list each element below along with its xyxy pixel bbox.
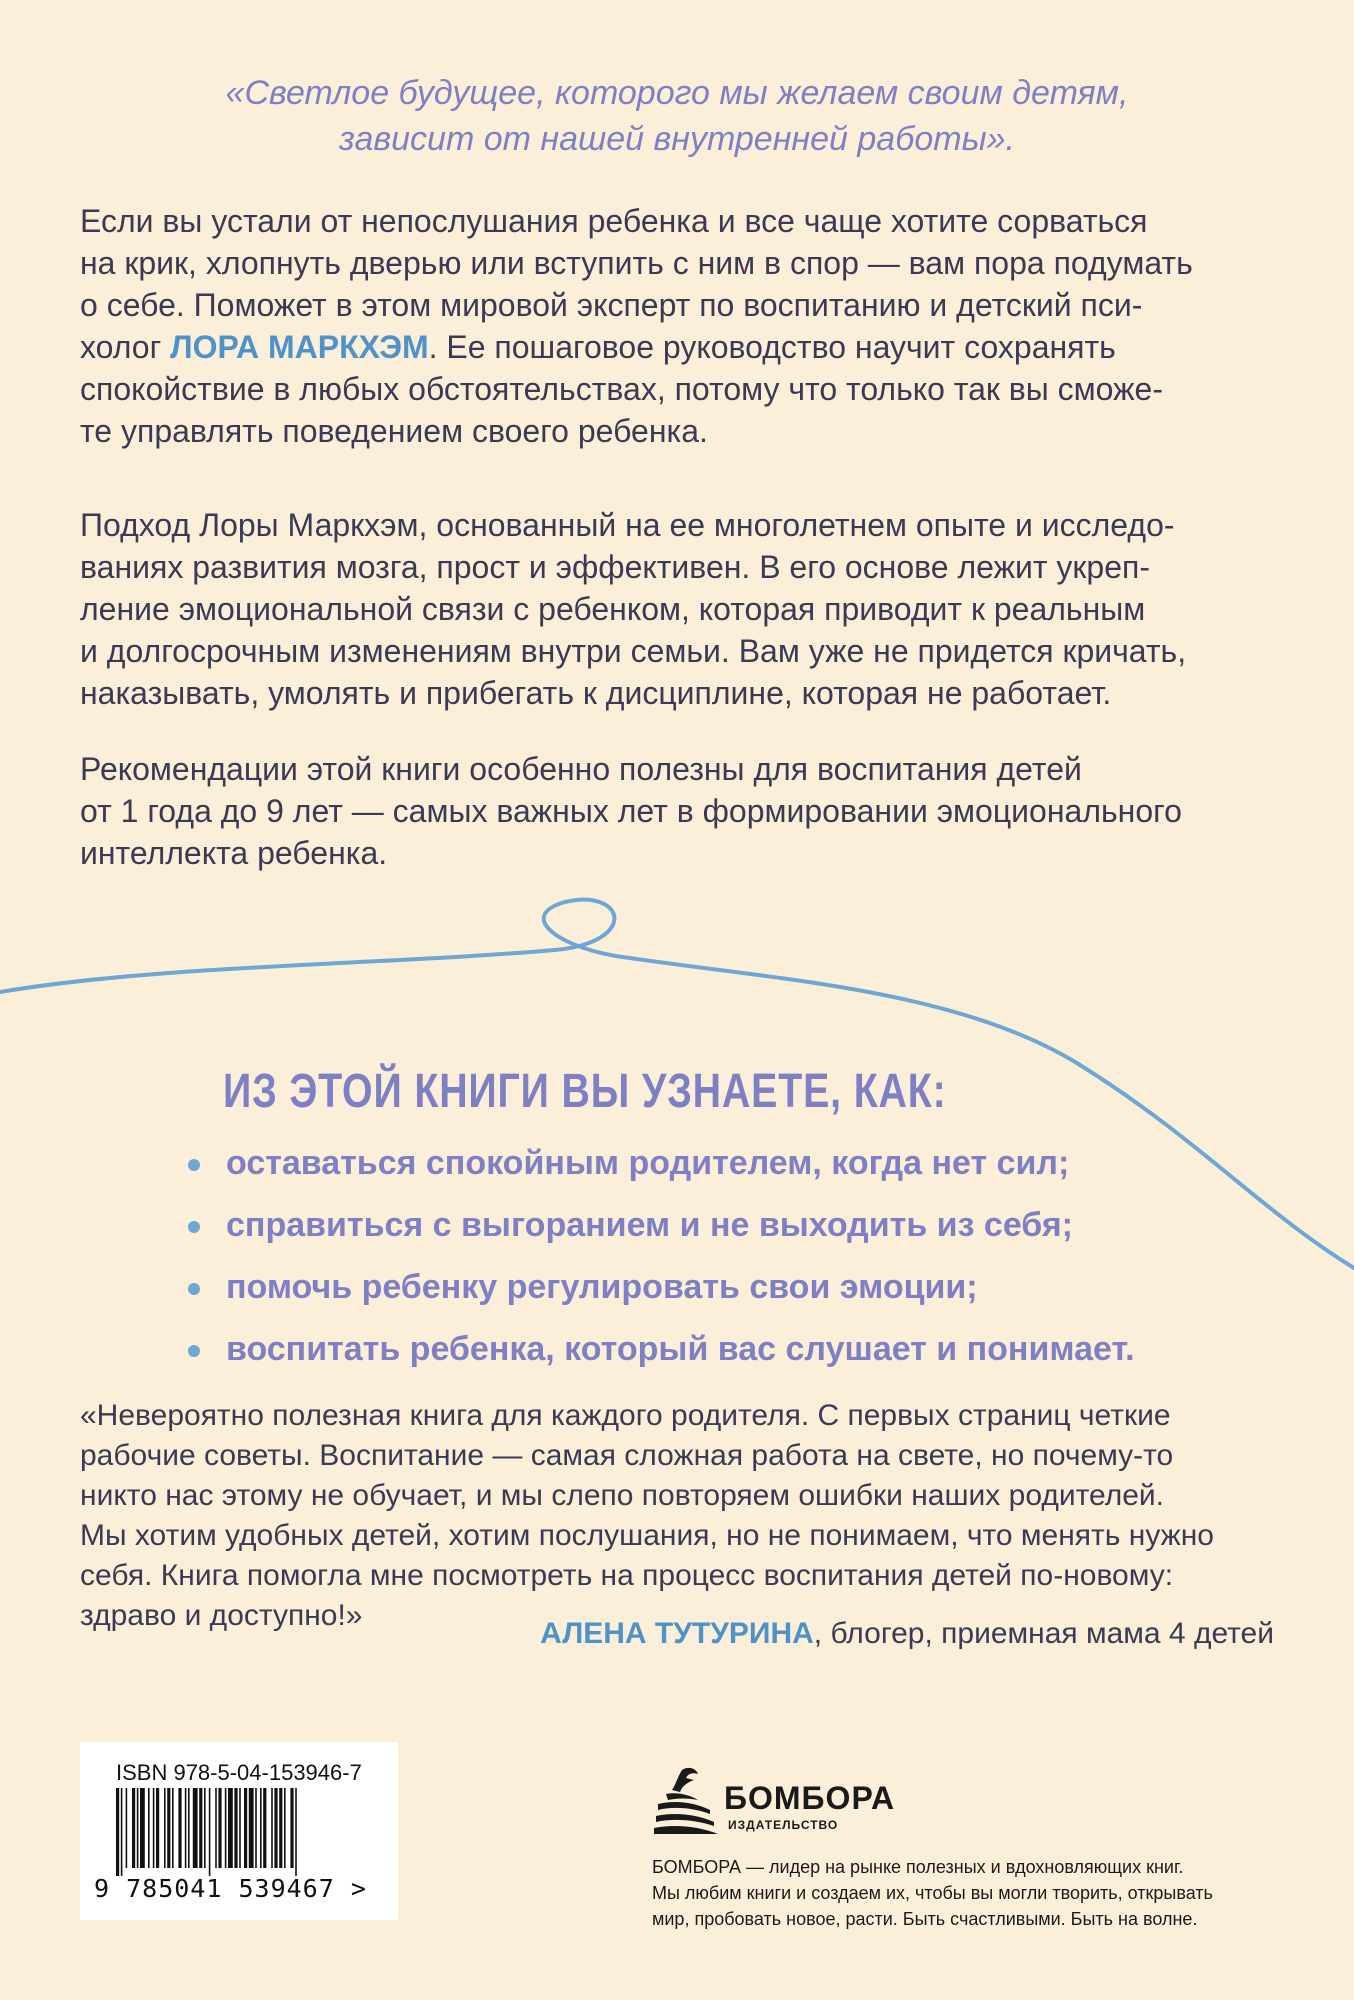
barcode-bar	[263, 1788, 266, 1868]
barcode-bar	[193, 1788, 198, 1868]
barcode-bar	[126, 1788, 128, 1868]
description-paragraph-3	[80, 748, 1274, 874]
publisher-description	[652, 1854, 1292, 1932]
barcode-bar	[295, 1788, 297, 1876]
barcode-bar	[218, 1788, 221, 1868]
publisher-logo-icon	[652, 1764, 722, 1836]
text-line: ление эмоциональной связи с ребенком, которая приводит к реальным	[80, 591, 1146, 627]
barcode-bar	[228, 1788, 233, 1868]
barcode-bar	[284, 1788, 286, 1868]
text-line: мир, пробовать новое, расти. Быть счастливыми. Быть на волне.	[652, 1909, 1198, 1929]
barcode-bar	[137, 1788, 139, 1868]
text-line: себя. Книга помогла мне посмотреть на процесс воспитания детей по-новому:	[80, 1559, 1174, 1592]
barcode-bar	[290, 1788, 293, 1868]
barcode-bar	[279, 1788, 282, 1868]
bullet-icon	[188, 1283, 200, 1295]
reviewer-description: , блогер, приемная мама 4 детей	[813, 1617, 1274, 1650]
text-line: и долгосрочным изменениям внутри семьи. Вам уже не придется кричать,	[80, 633, 1187, 669]
learn-list	[186, 1142, 1135, 1390]
barcode-bar	[225, 1788, 227, 1868]
text-line: на крик, хлопнуть дверью или вступить с ним в спор — вам пора подумать	[80, 245, 1193, 281]
barcode-bar	[199, 1788, 202, 1868]
text-fragment: холог	[80, 329, 171, 365]
isbn-barcode	[80, 1742, 398, 1920]
barcode-bar	[185, 1788, 187, 1868]
review-quote	[80, 1396, 1274, 1636]
list-item	[186, 1328, 1135, 1370]
text-line: от 1 года до 9 лет — самых важных лет в формировании эмоционального	[80, 793, 1182, 829]
text-line: ваниях развития мозга, прост и эффективен. В его основе лежит укреп-	[80, 549, 1150, 585]
text-line: Подход Лоры Маркхэм, основанный на ее многолетнем опыте и исследо-	[80, 507, 1175, 543]
list-item-text: воспитать ребенка, который вас слушает и понимает.	[226, 1330, 1135, 1368]
text-line: здраво и доступно!»	[80, 1599, 363, 1632]
barcode-bar	[156, 1788, 159, 1868]
list-item	[186, 1266, 1135, 1308]
barcode-bar	[140, 1788, 145, 1868]
text-line: БОМБОРА — лидер на рынке полезных и вдохновляющих книг.	[652, 1857, 1184, 1877]
review-signature	[540, 1614, 1274, 1654]
learn-section-title: ИЗ ЭТОЙ КНИГИ ВЫ УЗНАЕТЕ, КАК:	[223, 1065, 947, 1118]
barcode-bar	[249, 1788, 254, 1868]
barcode-bar	[132, 1788, 135, 1868]
text-fragment: . Ее пошаговое руководство научит сохранять	[428, 329, 1116, 365]
text-line: о себе. Поможет в этом мировой эксперт по воспитанию и детский пси-	[80, 287, 1143, 323]
barcode-bar	[204, 1788, 206, 1868]
barcode-bar	[271, 1788, 273, 1868]
list-item-text: справиться с выгоранием и не выходить из себя;	[226, 1206, 1073, 1244]
barcode-bar	[260, 1788, 262, 1868]
text-line: никто нас этому не обучает, и мы слепо повторяем ошибки наших родителей.	[80, 1479, 1164, 1512]
author-name-highlight: ЛОРА МАРКХЭМ	[170, 329, 429, 365]
barcode-bar	[239, 1788, 241, 1868]
barcode-bar	[148, 1788, 150, 1868]
barcode-bar	[244, 1788, 247, 1868]
barcode-bar	[274, 1788, 277, 1868]
text-line: Рекомендации этой книги особенно полезны для воспитания детей	[80, 751, 1082, 787]
isbn-number: ISBN 978-5-04-153946-7	[116, 1760, 362, 1785]
description-paragraph-1	[80, 200, 1274, 452]
barcode-bar	[209, 1788, 211, 1876]
publisher-name: БОМБОРА	[724, 1780, 896, 1816]
text-line: те управлять поведением своего ребенка.	[80, 413, 708, 449]
text-line: наказывать, умолять и прибегать к дисциплине, которая не работает.	[80, 675, 1112, 711]
list-item-text: помочь ребенку регулировать свои эмоции;	[226, 1268, 978, 1306]
barcode-bar	[188, 1788, 190, 1868]
list-item-text: оставаться спокойным родителем, когда нет сил;	[226, 1144, 1070, 1182]
text-line: Мы любим книги и создаем их, чтобы вы могли творить, открывать	[652, 1883, 1213, 1903]
barcode-bar	[178, 1788, 181, 1868]
description-paragraph-2	[80, 504, 1274, 714]
publisher-subtitle: ИЗДАТЕЛЬСТВО	[728, 1818, 839, 1832]
reviewer-name: АЛЕНА ТУТУРИНА	[540, 1617, 814, 1650]
text-line: спокойствие в любых обстоятельствах, потому что только так вы сможе-	[80, 371, 1163, 407]
epigraph-line: «Светлое будущее, которого мы желаем своим детям,	[225, 74, 1129, 112]
text-line: рабочие советы. Воспитание — самая сложная работа на свете, но почему-то	[80, 1439, 1174, 1472]
barcode-bar	[234, 1788, 237, 1868]
barcode-bar	[172, 1788, 174, 1868]
text-line: Если вы устали от непослушания ребенка и все чаще хотите сорваться	[80, 203, 1148, 239]
bullet-icon	[188, 1345, 200, 1357]
text-line	[80, 326, 1274, 368]
list-item	[186, 1142, 1135, 1184]
barcode-bar	[121, 1788, 123, 1876]
barcode-bar	[116, 1788, 119, 1876]
barcode-bar	[215, 1788, 217, 1868]
epigraph-quote	[120, 70, 1234, 162]
barcode-bar	[167, 1788, 170, 1868]
text-line: «Невероятно полезная книга для каждого родителя. С первых страниц четкие	[80, 1399, 1171, 1432]
barcode-bar	[164, 1788, 166, 1868]
text-line: Мы хотим удобных детей, хотим послушания, но не понимаем, что менять нужно	[80, 1519, 1214, 1552]
barcode-digits: 9 785041 539467 >	[94, 1874, 367, 1903]
text-line: интеллекта ребенка.	[80, 835, 388, 871]
barcode-bar	[153, 1788, 155, 1868]
list-item	[186, 1204, 1135, 1246]
bullet-icon	[188, 1159, 200, 1171]
epigraph-line: зависит от нашей внутренней работы».	[339, 120, 1015, 158]
barcode-bars	[114, 1788, 364, 1876]
bullet-icon	[188, 1221, 200, 1233]
barcode-bar	[255, 1788, 257, 1868]
